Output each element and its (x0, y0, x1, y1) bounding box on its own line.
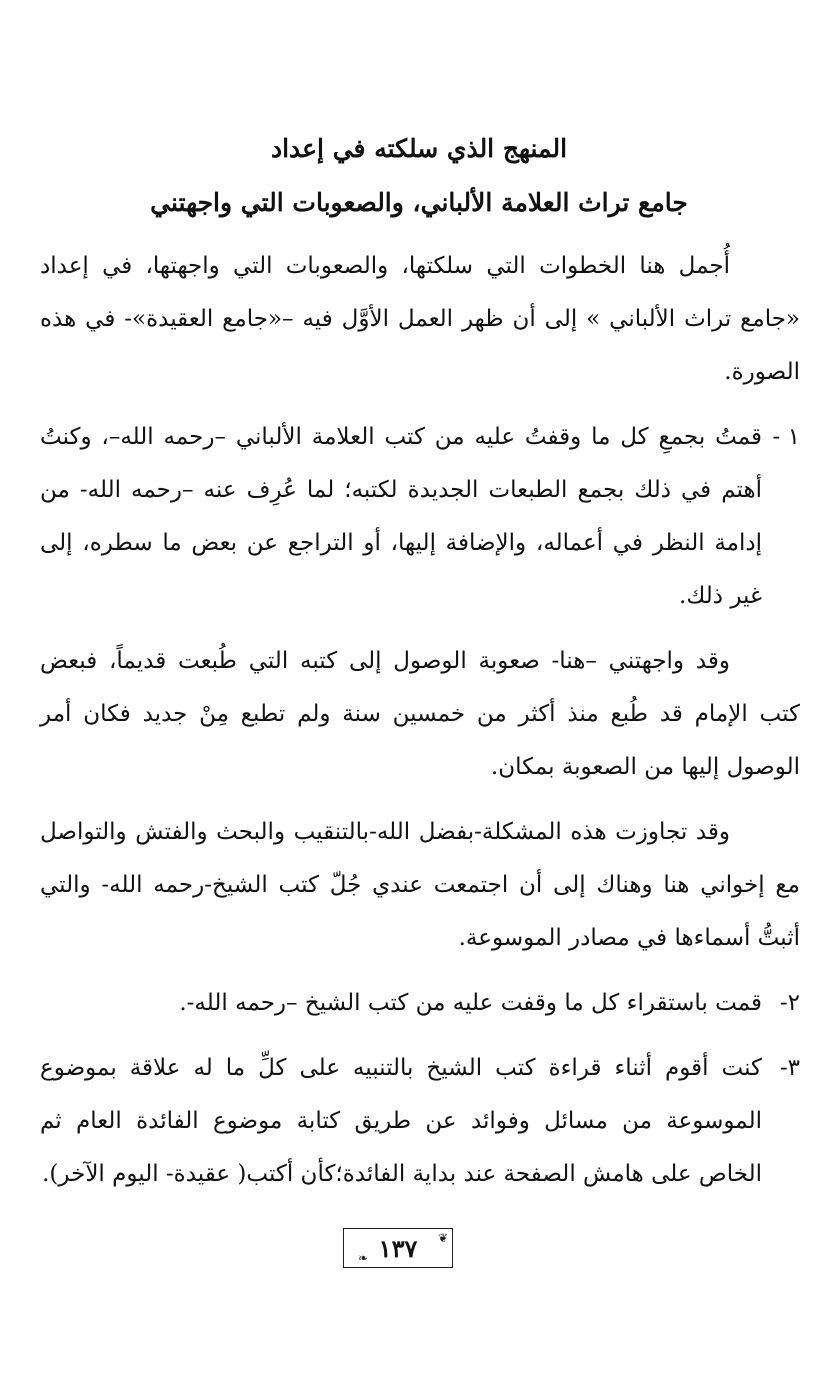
numbered-item-2 (40, 977, 800, 1030)
item-number-2: ٢- (779, 990, 800, 1016)
numbered-item-3 (40, 1042, 800, 1201)
body-text (40, 240, 800, 1213)
heading-line-1: المنهج الذي سلكته في إعداد (270, 134, 568, 163)
page-number-frame (343, 1228, 453, 1268)
item-text-1: قمتُ بجمعِ كل ما وقفتُ عليه من كتب العلامة الألباني –رحمه الله–، وكنتُ أهتم في ذلك بجمع الطبعات الجديدة لكتبه؛ لما عُرِف عنه –رحمه الله- من إدامة النظر في أعماله، والإضافة إليها، أو التراجع عن بعض ما سطره، إلى غير ذلك. (40, 424, 762, 609)
intro-paragraph: أُجمل هنا الخطوات التي سلكتها، والصعوبات التي واجهتها، في إعداد «جامع تراث الألباني » إلى أن ظهر العمل الأوَّل فيه –«جامع العقيدة»- في هذه الصورة. (40, 253, 800, 385)
corner-ornament-icon: ❦ (437, 1231, 448, 1245)
item-text-2: قمت باستقراء كل ما وقفت عليه من كتب الشيخ –رحمه الله-. (179, 990, 762, 1016)
paragraph-2: وقد واجهتني –هنا- صعوبة الوصول إلى كتبه التي طُبعت قديماً، فبعض كتب الإمام قد طُبع منذ أكثر من خمسين سنة ولم تطبع مِنْ جديد فكان أمر الوصول إليها من الصعوبة بمكان. (40, 648, 800, 780)
item-number-3: ٣- (779, 1055, 800, 1081)
numbered-item-1 (40, 411, 800, 623)
item-number-1: ١ - (772, 424, 800, 450)
paragraph-3: وقد تجاوزت هذه المشكلة-بفضل الله-بالتنقيب والبحث والفتش والتواصل مع إخواني هنا وهناك إلى أن اجتمعت عندي جُلّ كتب الشيخ-رحمه الله- والتي أثبتُّ أسماءها في مصادر الموسوعة. (40, 819, 800, 951)
item-text-3: كنت أقوم أثناء قراءة كتب الشيخ بالتنبيه على كلِّ ما له علاقة بموضوع الموسوعة من مسائل وفوائد عن طريق كتابة موضوع الفائدة العام ثم الخاص على هامش الصفحة عند بداية الفائدة؛كأن أكتب( عقيدة- اليوم الآخر). (40, 1055, 762, 1187)
heading-line-2: جامع تراث العلامة الألباني، والصعوبات التي واجهتني (150, 188, 688, 217)
page-number: ١٣٧ (378, 1233, 418, 1263)
corner-ornament-icon: ❧ (357, 1251, 368, 1265)
